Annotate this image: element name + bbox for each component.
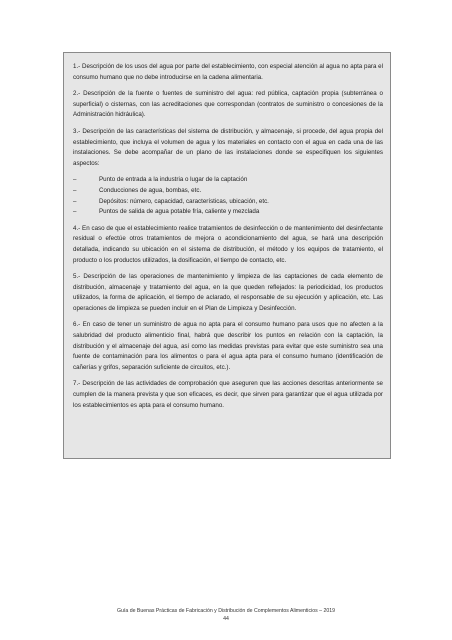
paragraph-2: 2.- Descripción de la fuente o fuentes de suministro del agua: red pública, captación propia (subterránea o superficial) o cisternas, con las acreditaciones que correspondan (contratos de suministro o concesiones de la Administración hidráulica). xyxy=(73,90,383,119)
page-number: 44 xyxy=(223,616,229,622)
list-item-text: Puntos de salida de agua potable fría, caliente y mezclada xyxy=(99,208,260,216)
list-item-text: Depósitos: número, capacidad, características, ubicación, etc. xyxy=(99,197,269,205)
list-dash: – xyxy=(73,176,77,184)
list-dash: – xyxy=(73,186,77,194)
list-dash: – xyxy=(73,208,77,216)
list-dash: – xyxy=(73,197,77,205)
list-item xyxy=(73,186,383,197)
paragraph-7: 7.- Descripción de las actividades de comprobación que aseguren que las acciones descritas anteriormente se cumplen de la manera prevista y que son eficaces, es decir, que sirven para garantizar que el agua utilizada por los establecimientos es apta para el consumo humano. xyxy=(73,380,383,409)
paragraph-1: 1.- Descripción de los usos del agua por parte del establecimiento, con especial atención al agua no apta para el consumo humano que no debe introducirse en la cadena alimentaria. xyxy=(73,63,383,81)
paragraph-4: 4.- En caso de que el establecimiento realice tratamientos de desinfección o de mantenimiento del desinfectante residual o efectúe otros tratamientos de mejora o acondicionamiento del agua, se hará una descripción detallada, indicando su ubicación en el sistema de distribución, el método y los equipos de tratamiento, el producto o los productos utilizados, la dosificación, el tiempo de contacto, etc. xyxy=(73,224,383,264)
list-item xyxy=(73,175,383,186)
list-item-text: Punto de entrada a la industria o lugar de la captación xyxy=(99,176,248,184)
footer-title: Guía de Buenas Prácticas de Fabricación y Distribución de Complementos Alimenticios – 2019 xyxy=(117,608,335,614)
installation-aspects-list xyxy=(73,175,383,217)
list-item-text: Conducciones de agua, bombas, etc. xyxy=(99,186,202,194)
paragraph-3: 3.- Descripción de las características del sistema de distribución, y almacenaje, si procede, del agua propia del establecimiento, que incluya el volumen de agua y los materiales en contacto con el agua en cada una de las instalaciones. Se debe acompañar de un plano de las instalaciones donde se especifiquen los siguientes aspectos: xyxy=(73,127,383,167)
list-item xyxy=(73,197,383,208)
list-item xyxy=(73,207,383,218)
requirements-box xyxy=(63,52,391,459)
paragraph-6: 6.- En caso de tener un suministro de agua no apta para el consumo humano para usos que no afecten a la salubridad del producto alimenticio final, habrá que describir los puntos en relación con la captación, la distribución y el almacenaje del agua, así como las medidas previstas para evitar que este suministro sea una fuente de contaminación para los alimentos o para el agua apta para el consumo humano (identificación de cañerías y grifos, separación suficiente de circuitos, etc.). xyxy=(73,321,383,371)
paragraph-5: 5.- Descripción de las operaciones de mantenimiento y limpieza de las captaciones de cada elemento de distribución, almacenaje y tratamiento del agua, en la que queden reflejados: la periodicidad, los productos utilizados, la forma de aplicación, el tiempo de aclarado, el responsable de su ejecución y aplicación, etc. Las operaciones de limpieza se pueden incluir en el Plan de Limpieza y Desinfección. xyxy=(73,273,383,312)
